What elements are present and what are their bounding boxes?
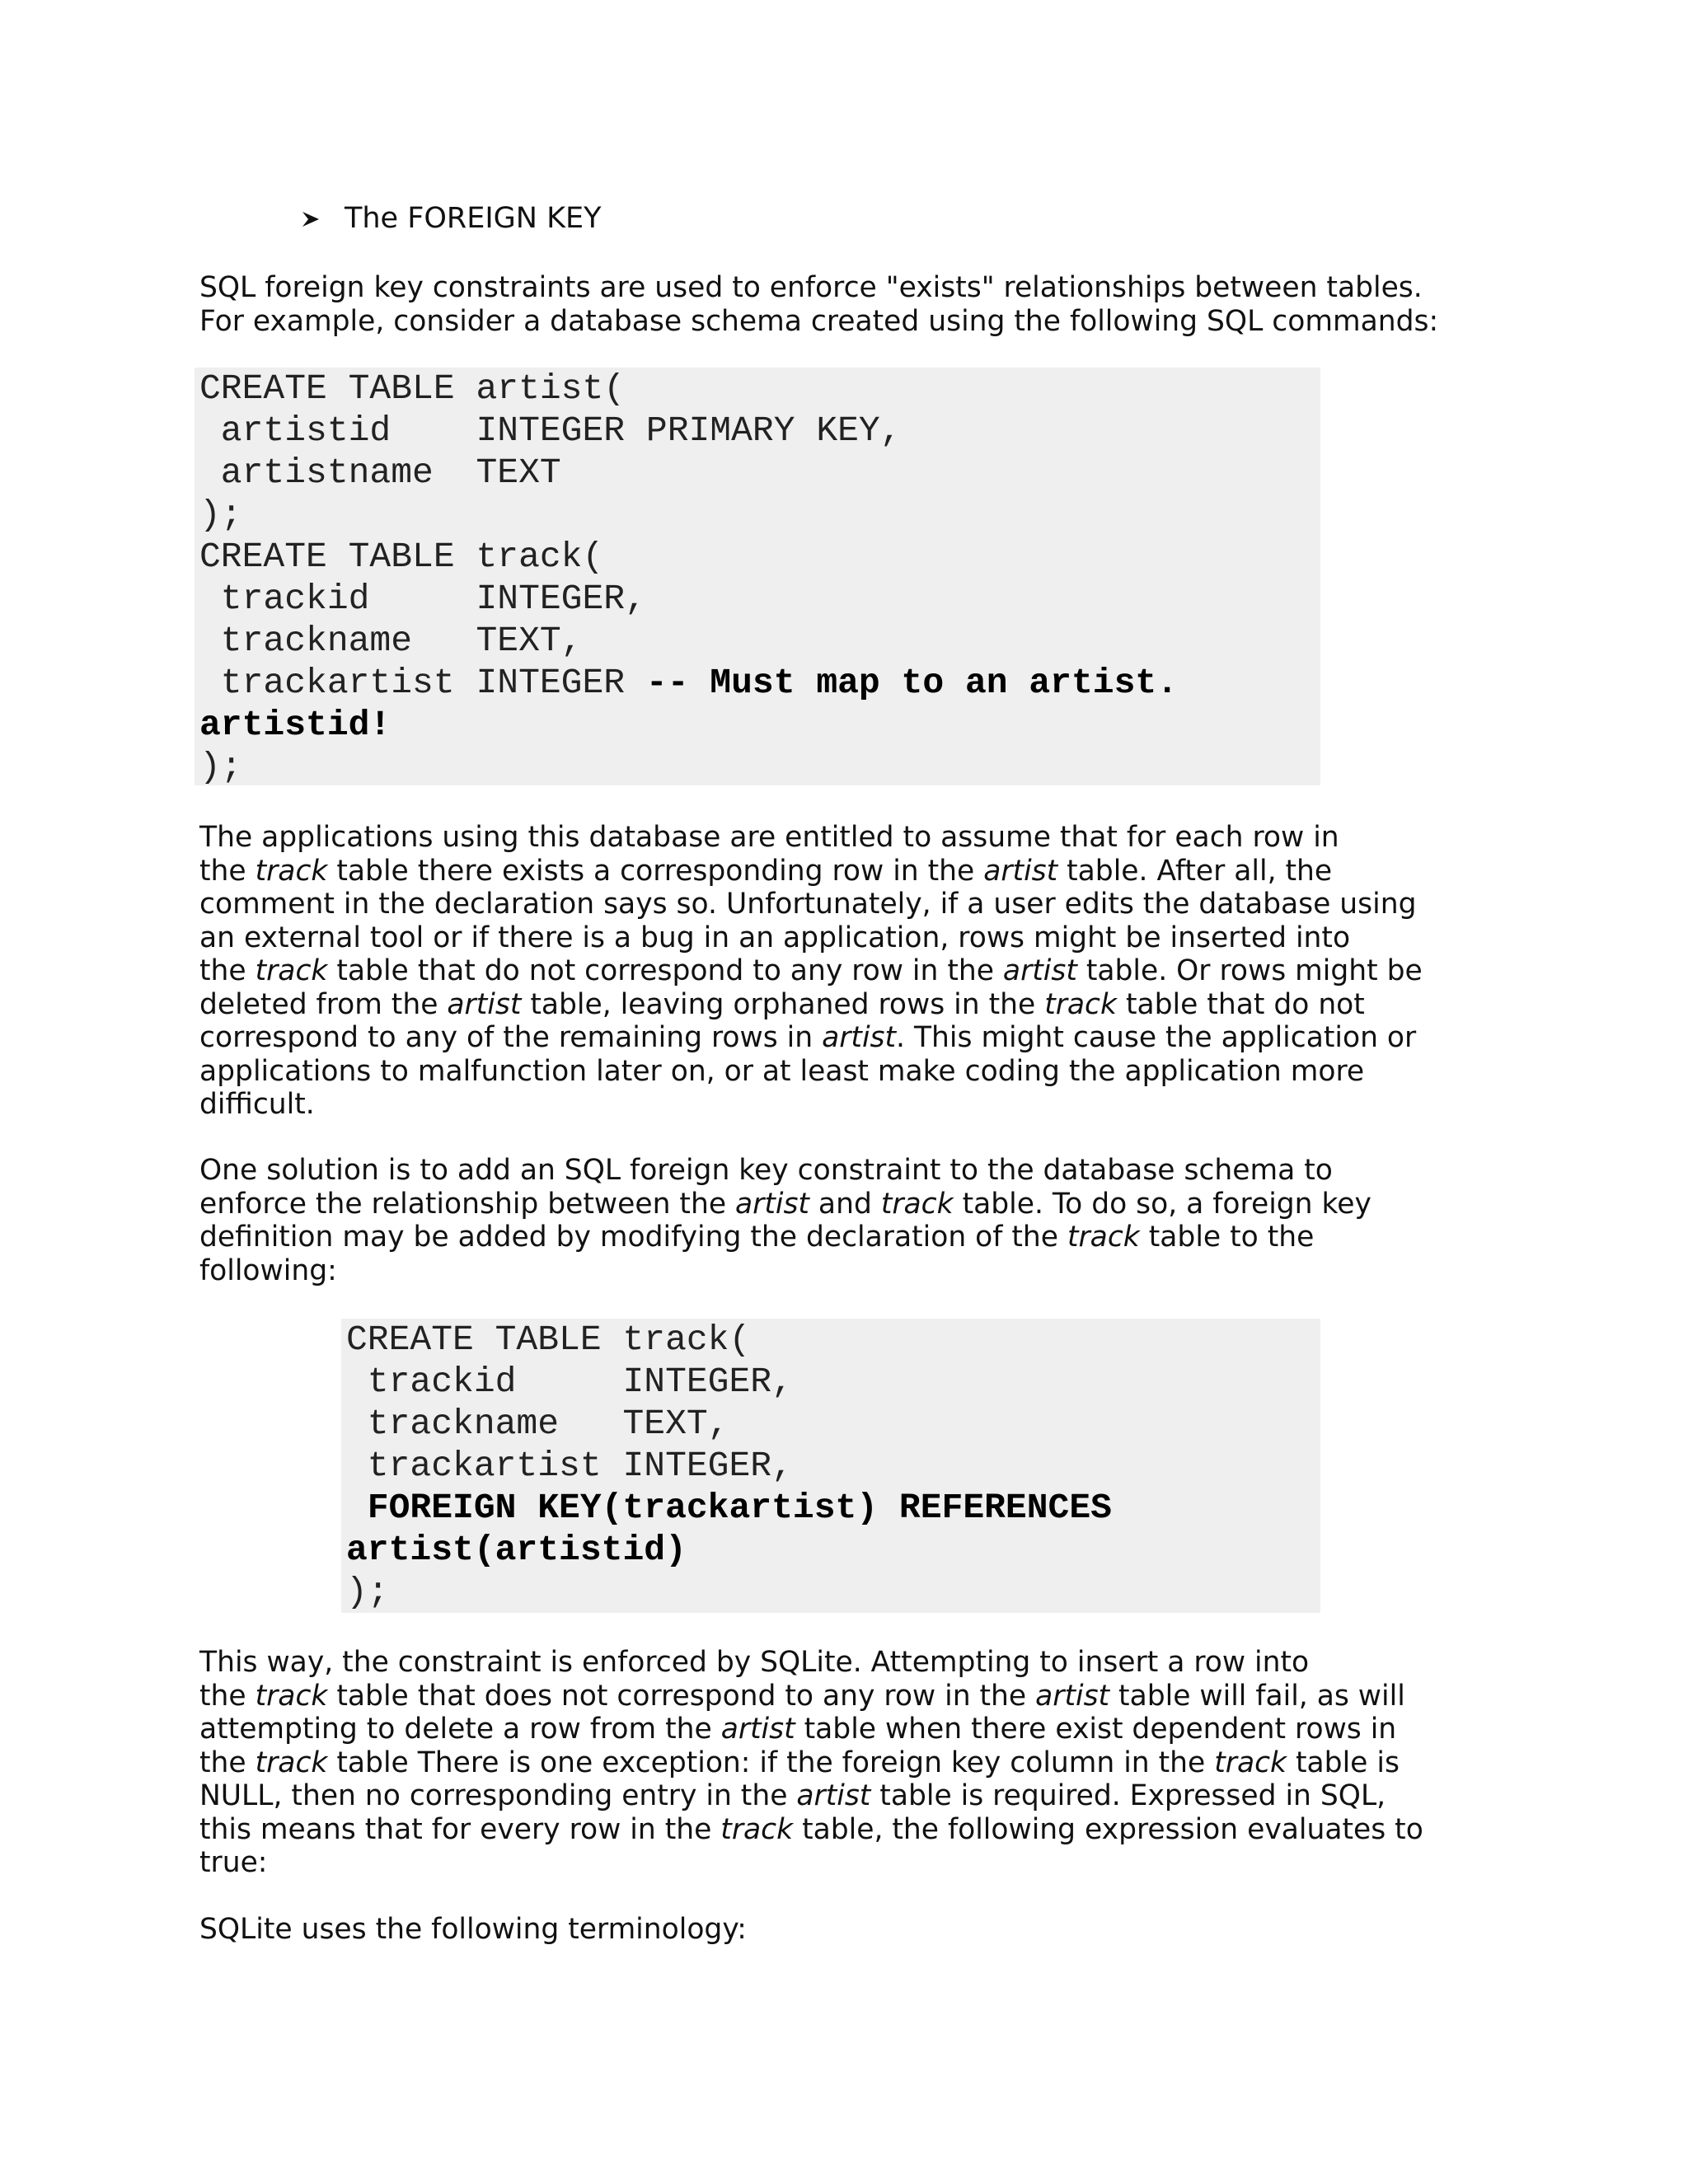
code-line: artistid INTEGER PRIMARY KEY, [199,410,902,451]
code-line: trackartist INTEGER, [346,1446,793,1486]
text-line: following: [199,1254,337,1287]
intro-paragraph [199,271,1439,338]
text-line: the track table that does not correspond to any row in the artist table will fail, as will [199,1679,1405,1713]
text-line: this means that for every row in the track table, the following expression evaluates to [199,1812,1423,1846]
text-line: SQL foreign key constraints are used to enforce "exists" relationships between tables. [199,271,1423,304]
text-line: definition may be added by modifying the declaration of the track table to the [199,1221,1315,1254]
text-line: This way, the constraint is enforced by SQLite. Attempting to insert a row into [199,1646,1310,1679]
code-emphasis: FOREIGN KEY(trackartist) REFERENCES [346,1488,1112,1528]
code-line: CREATE TABLE track( [346,1319,751,1360]
text-line: an external tool or if there is a bug in an application, rows might be inserted into [199,921,1351,954]
code-line [346,1529,1315,1571]
code-comment: -- Must map to an artist. [645,663,1178,703]
text-line: the track table there exists a corresponding row in the artist table. After all, the [199,854,1333,888]
code-line: CREATE TABLE artist( [199,368,626,409]
text-line: For example, consider a database schema created using the following SQL commands: [199,304,1439,338]
code-line: trackname TEXT, [346,1404,729,1444]
text-line: difficult. [199,1088,315,1121]
body-paragraph-2 [199,821,1428,1122]
code-line [199,704,1315,746]
code-line [199,662,1315,704]
code-line: trackname TEXT, [199,621,583,661]
code-line: trackid INTEGER, [346,1361,793,1402]
code-line: artistname TEXT [199,452,561,493]
code-comment: artistid! [199,705,392,745]
code-line: ); [199,747,242,787]
section-heading [301,197,602,240]
code-block-foreign-key [341,1319,1320,1613]
text-line: attempting to delete a row from the artist table when there exist dependent rows in [199,1713,1397,1746]
code-fragment: trackartist INTEGER [199,663,646,703]
text-line: The applications using this database are entitled to assume that for each row in [199,821,1339,854]
text-line: true: [199,1846,268,1879]
text-line: the track table There is one exception: if the foreign key column in the track table is [199,1746,1400,1779]
code-emphasis: artist(artistid) [346,1530,687,1570]
code-line: ); [199,494,242,535]
text-line: enforce the relationship between the artist and track table. To do so, a foreign key [199,1187,1372,1221]
arrowhead-bullet-icon [301,197,345,240]
section-heading-text: The FOREIGN KEY [345,202,602,235]
body-paragraph-4 [199,1646,1428,1880]
text-line: SQLite uses the following terminology: [199,1913,747,1946]
code-line: ); [346,1572,389,1612]
code-line: trackid INTEGER, [199,579,646,619]
body-paragraph-5 [199,1913,1428,1947]
text-line: applications to malfunction later on, or at least make coding the application more [199,1054,1365,1088]
text-line: One solution is to add an SQL foreign key constraint to the database schema to [199,1154,1333,1187]
body-paragraph-3 [199,1154,1428,1287]
text-line: NULL, then no corresponding entry in the artist table is required. Expressed in SQL, [199,1779,1386,1812]
code-line [346,1487,1315,1529]
code-line: CREATE TABLE track( [199,537,604,577]
text-line: comment in the declaration says so. Unfortunately, if a user edits the database using [199,888,1417,921]
text-line: correspond to any of the remaining rows in artist. This might cause the application or [199,1021,1417,1054]
text-line: the track table that do not correspond to any row in the artist table. Or rows might be [199,954,1423,987]
text-line: deleted from the artist table, leaving orphaned rows in the track table that do not [199,987,1365,1021]
code-block-schema [195,368,1320,785]
